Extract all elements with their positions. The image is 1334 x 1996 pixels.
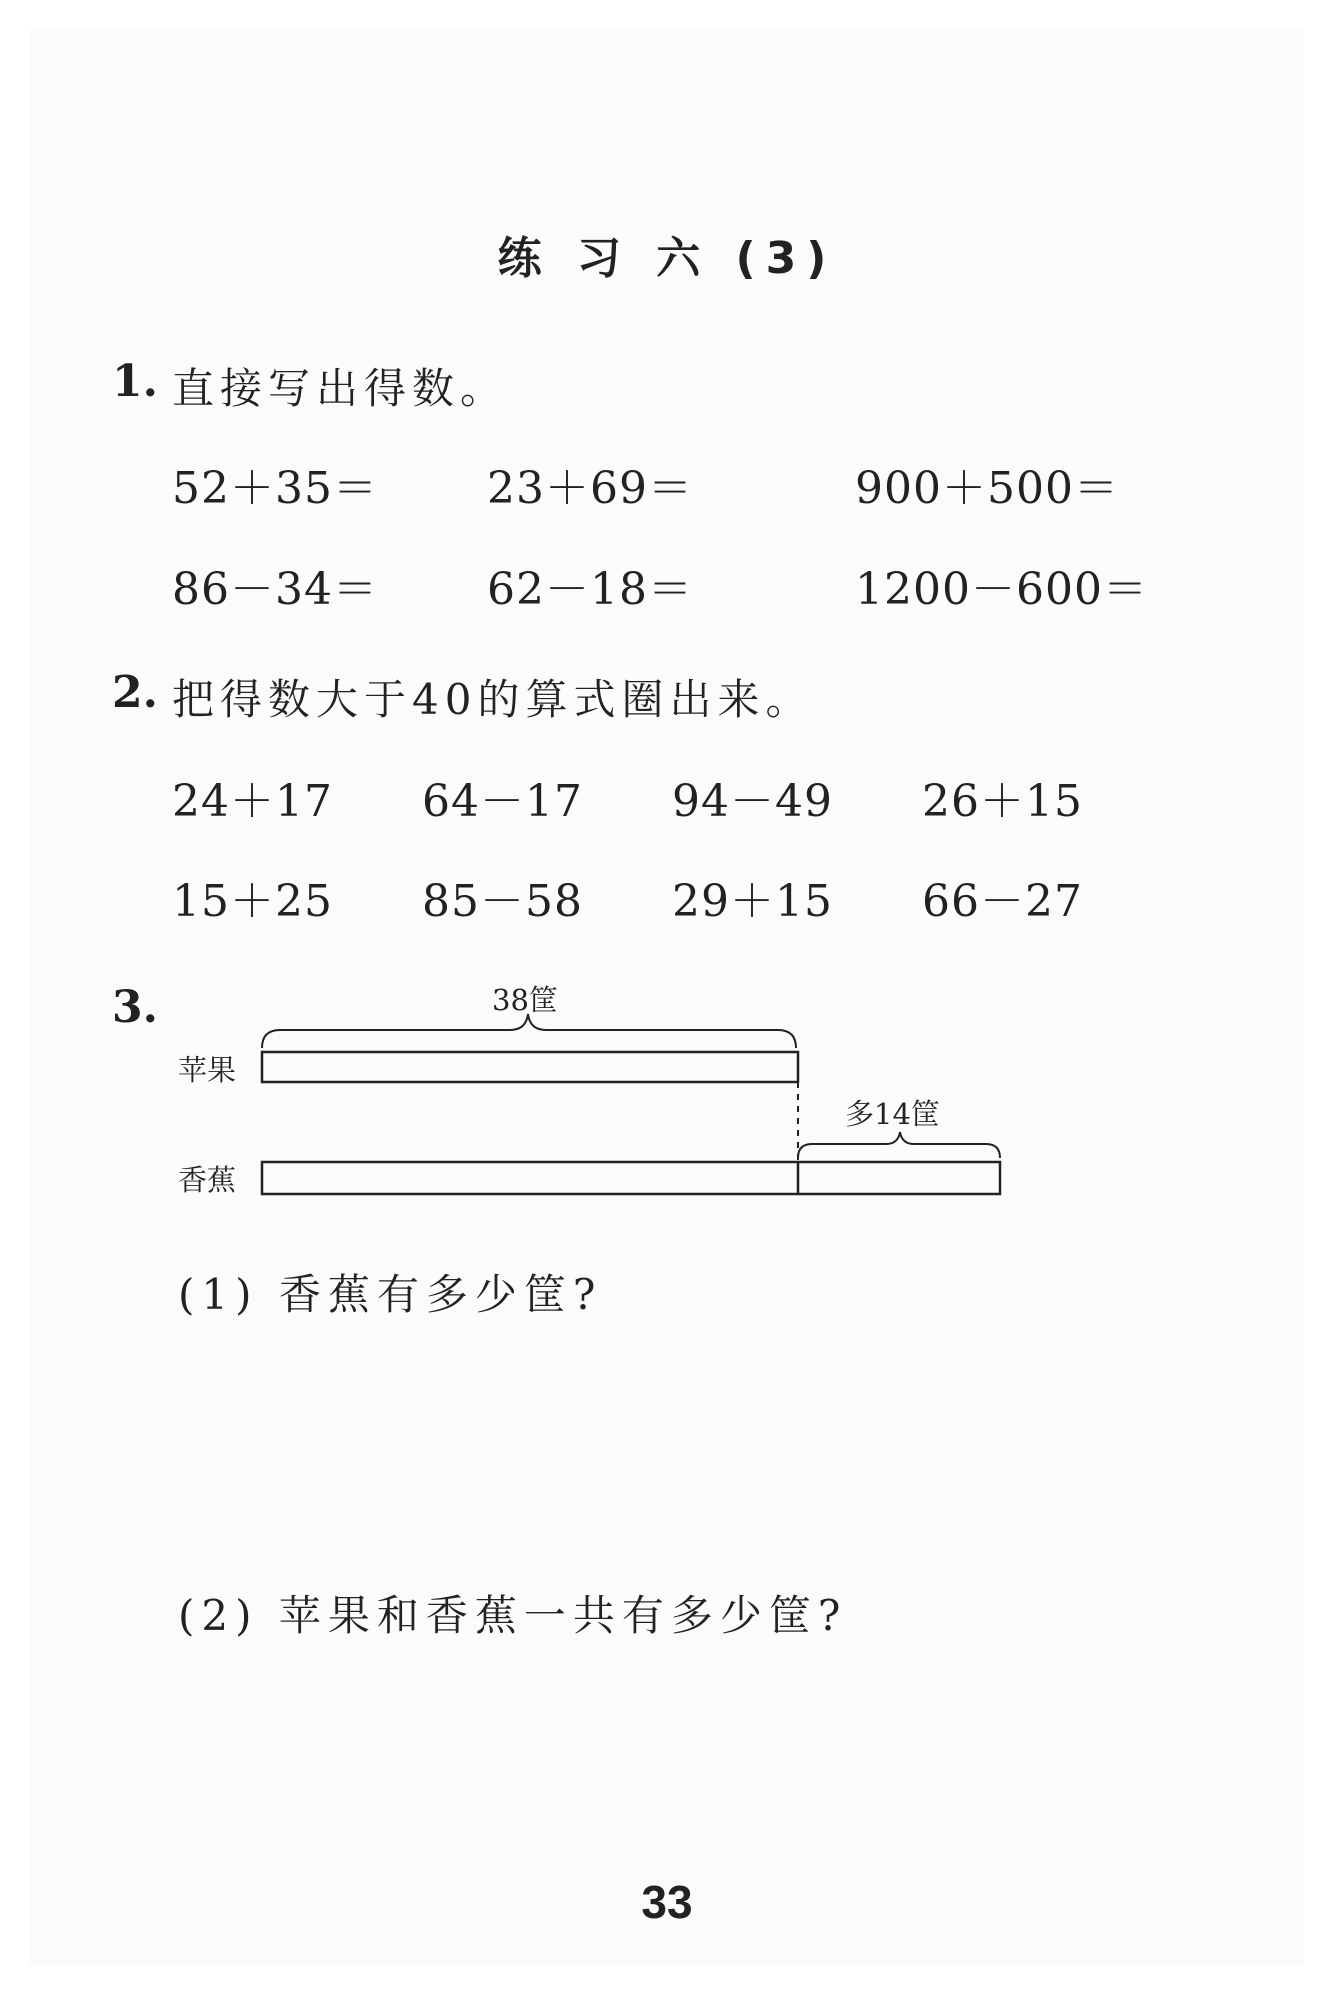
question-2-text: 把得数大于40的算式圈出来。 [172,675,814,724]
banana-label: 香蕉 [178,1163,237,1197]
q1-expression: 1200－600＝ [855,564,1148,615]
question-2-number: 2. [112,667,158,718]
q1-expression: 86－34＝ [172,564,378,615]
question-3-number: 3. [112,982,158,1033]
top-brace-label: 38筐 [492,983,558,1017]
question-1-text: 直接写出得数。 [172,364,509,413]
q2-expression[interactable]: 15＋25 [172,876,333,927]
q1-expression: 900＋500＝ [855,463,1119,514]
top-brace [262,1014,796,1048]
q2-expression[interactable]: 24＋17 [172,776,333,827]
q1-expression: 23＋69＝ [487,463,693,514]
sub-question-1: (1) 香蕉有多少筐? [178,1270,603,1319]
extra-brace [798,1132,1000,1158]
sub-question-2: (2) 苹果和香蕉一共有多少筐? [178,1591,848,1640]
question-1-number: 1. [112,356,158,407]
q2-expression[interactable]: 29＋15 [672,876,833,927]
apple-label: 苹果 [178,1053,237,1087]
apple-bar [262,1052,798,1082]
q2-expression[interactable]: 66－27 [922,876,1083,927]
q2-expression[interactable]: 94－49 [672,776,833,827]
page-title: 练 习 六 (3) [497,233,837,284]
q2-expression[interactable]: 85－58 [422,876,583,927]
q1-expression: 62－18＝ [487,564,693,615]
q2-expression[interactable]: 64－17 [422,776,583,827]
page-number: 33 [641,1876,693,1928]
extra-brace-label: 多14筐 [845,1097,940,1131]
banana-bar [262,1162,1000,1194]
q1-expression: 52＋35＝ [172,463,378,514]
q2-expression[interactable]: 26＋15 [922,776,1083,827]
